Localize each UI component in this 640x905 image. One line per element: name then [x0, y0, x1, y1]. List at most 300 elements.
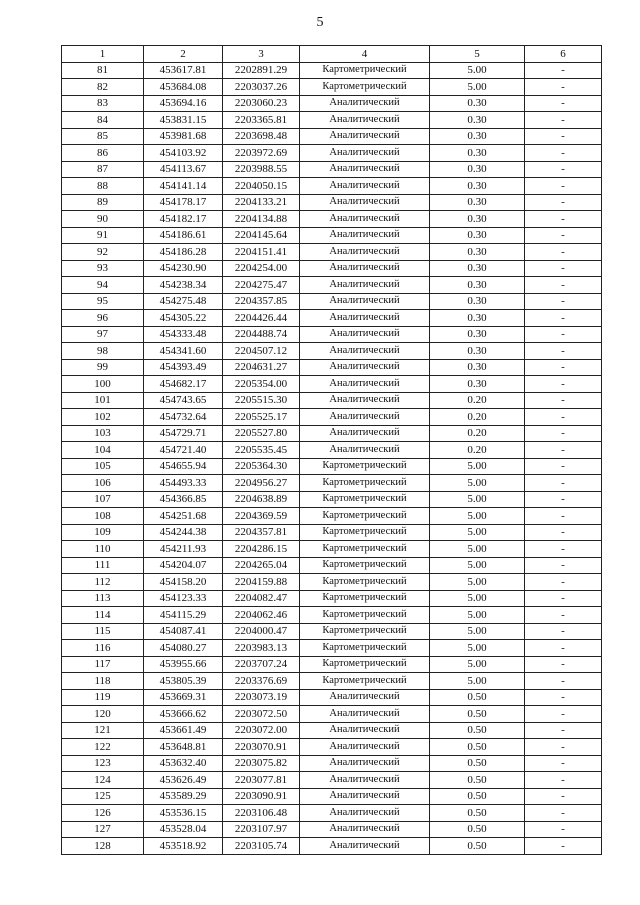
header-cell: 2: [144, 46, 223, 63]
note-cell: -: [525, 425, 602, 442]
note-cell: -: [525, 326, 602, 343]
y-coordinate-cell: 2204000.47: [223, 623, 300, 640]
table-row: [62, 79, 602, 96]
method-cell: Картометрический: [300, 574, 430, 591]
note-cell: -: [525, 442, 602, 459]
point-number-cell: 121: [62, 722, 144, 739]
method-cell: Аналитический: [300, 293, 430, 310]
x-coordinate-cell: 454275.48: [144, 293, 223, 310]
precision-cell: 0.50: [430, 739, 525, 756]
point-number-cell: 108: [62, 508, 144, 525]
method-cell: Аналитический: [300, 772, 430, 789]
x-coordinate-cell: 454186.61: [144, 227, 223, 244]
y-coordinate-cell: 2203060.23: [223, 95, 300, 112]
table-row: [62, 376, 602, 393]
precision-cell: 5.00: [430, 475, 525, 492]
table-row: [62, 227, 602, 244]
y-coordinate-cell: 2203106.48: [223, 805, 300, 822]
note-cell: -: [525, 112, 602, 129]
precision-cell: 5.00: [430, 656, 525, 673]
y-coordinate-cell: 2205535.45: [223, 442, 300, 459]
precision-cell: 0.30: [430, 227, 525, 244]
method-cell: Аналитический: [300, 211, 430, 228]
note-cell: -: [525, 838, 602, 855]
table-row: [62, 277, 602, 294]
note-cell: -: [525, 722, 602, 739]
precision-cell: 0.20: [430, 425, 525, 442]
note-cell: -: [525, 161, 602, 178]
precision-cell: 0.30: [430, 293, 525, 310]
y-coordinate-cell: 2204133.21: [223, 194, 300, 211]
x-coordinate-cell: 453589.29: [144, 788, 223, 805]
table-row: [62, 508, 602, 525]
note-cell: -: [525, 260, 602, 277]
x-coordinate-cell: 453661.49: [144, 722, 223, 739]
table-row: [62, 557, 602, 574]
method-cell: Аналитический: [300, 112, 430, 129]
note-cell: -: [525, 689, 602, 706]
point-number-cell: 84: [62, 112, 144, 129]
point-number-cell: 88: [62, 178, 144, 195]
method-cell: Аналитический: [300, 95, 430, 112]
precision-cell: 5.00: [430, 590, 525, 607]
method-cell: Аналитический: [300, 788, 430, 805]
point-number-cell: 99: [62, 359, 144, 376]
point-number-cell: 127: [62, 821, 144, 838]
point-number-cell: 125: [62, 788, 144, 805]
table-row: [62, 458, 602, 475]
x-coordinate-cell: 454366.85: [144, 491, 223, 508]
y-coordinate-cell: 2204062.46: [223, 607, 300, 624]
y-coordinate-cell: 2204050.15: [223, 178, 300, 195]
note-cell: -: [525, 590, 602, 607]
note-cell: -: [525, 310, 602, 327]
x-coordinate-cell: 453518.92: [144, 838, 223, 855]
point-number-cell: 92: [62, 244, 144, 261]
y-coordinate-cell: 2204357.81: [223, 524, 300, 541]
point-number-cell: 93: [62, 260, 144, 277]
note-cell: -: [525, 244, 602, 261]
point-number-cell: 86: [62, 145, 144, 162]
table-row: [62, 194, 602, 211]
header-cell: 5: [430, 46, 525, 63]
table-row: [62, 62, 602, 79]
y-coordinate-cell: 2205525.17: [223, 409, 300, 426]
method-cell: Картометрический: [300, 623, 430, 640]
point-number-cell: 101: [62, 392, 144, 409]
y-coordinate-cell: 2204631.27: [223, 359, 300, 376]
precision-cell: 5.00: [430, 640, 525, 657]
method-cell: Аналитический: [300, 244, 430, 261]
x-coordinate-cell: 453981.68: [144, 128, 223, 145]
point-number-cell: 124: [62, 772, 144, 789]
x-coordinate-cell: 453632.40: [144, 755, 223, 772]
y-coordinate-cell: 2203105.74: [223, 838, 300, 855]
x-coordinate-cell: 454238.34: [144, 277, 223, 294]
method-cell: Аналитический: [300, 376, 430, 393]
x-coordinate-cell: 453648.81: [144, 739, 223, 756]
precision-cell: 5.00: [430, 673, 525, 690]
point-number-cell: 82: [62, 79, 144, 96]
y-coordinate-cell: 2204159.88: [223, 574, 300, 591]
table-row: [62, 574, 602, 591]
y-coordinate-cell: 2203376.69: [223, 673, 300, 690]
x-coordinate-cell: 453528.04: [144, 821, 223, 838]
point-number-cell: 123: [62, 755, 144, 772]
method-cell: Аналитический: [300, 755, 430, 772]
point-number-cell: 97: [62, 326, 144, 343]
x-coordinate-cell: 454655.94: [144, 458, 223, 475]
precision-cell: 0.30: [430, 277, 525, 294]
note-cell: -: [525, 788, 602, 805]
method-cell: Аналитический: [300, 343, 430, 360]
precision-cell: 0.50: [430, 772, 525, 789]
y-coordinate-cell: 2203988.55: [223, 161, 300, 178]
point-number-cell: 120: [62, 706, 144, 723]
y-coordinate-cell: 2204134.88: [223, 211, 300, 228]
precision-cell: 5.00: [430, 623, 525, 640]
x-coordinate-cell: 454186.28: [144, 244, 223, 261]
y-coordinate-cell: 2203090.91: [223, 788, 300, 805]
table-row: [62, 739, 602, 756]
note-cell: -: [525, 343, 602, 360]
precision-cell: 0.30: [430, 145, 525, 162]
method-cell: Картометрический: [300, 475, 430, 492]
x-coordinate-cell: 454115.29: [144, 607, 223, 624]
table-row: [62, 838, 602, 855]
point-number-cell: 83: [62, 95, 144, 112]
table-row: [62, 326, 602, 343]
method-cell: Картометрический: [300, 458, 430, 475]
x-coordinate-cell: 454103.92: [144, 145, 223, 162]
method-cell: Картометрический: [300, 491, 430, 508]
y-coordinate-cell: 2203983.13: [223, 640, 300, 657]
table-row: [62, 178, 602, 195]
table-row: [62, 211, 602, 228]
method-cell: Аналитический: [300, 425, 430, 442]
precision-cell: 0.30: [430, 112, 525, 129]
precision-cell: 0.50: [430, 722, 525, 739]
table-row: [62, 442, 602, 459]
x-coordinate-cell: 453617.81: [144, 62, 223, 79]
precision-cell: 0.30: [430, 359, 525, 376]
method-cell: Аналитический: [300, 689, 430, 706]
point-number-cell: 89: [62, 194, 144, 211]
note-cell: -: [525, 227, 602, 244]
point-number-cell: 102: [62, 409, 144, 426]
y-coordinate-cell: 2204275.47: [223, 277, 300, 294]
note-cell: -: [525, 557, 602, 574]
method-cell: Аналитический: [300, 838, 430, 855]
table-row: [62, 475, 602, 492]
x-coordinate-cell: 453684.08: [144, 79, 223, 96]
note-cell: -: [525, 821, 602, 838]
point-number-cell: 106: [62, 475, 144, 492]
x-coordinate-cell: 453805.39: [144, 673, 223, 690]
table-row: [62, 392, 602, 409]
y-coordinate-cell: 2204082.47: [223, 590, 300, 607]
method-cell: Аналитический: [300, 260, 430, 277]
x-coordinate-cell: 454244.38: [144, 524, 223, 541]
point-number-cell: 90: [62, 211, 144, 228]
note-cell: -: [525, 475, 602, 492]
y-coordinate-cell: 2204357.85: [223, 293, 300, 310]
y-coordinate-cell: 2204507.12: [223, 343, 300, 360]
note-cell: -: [525, 772, 602, 789]
precision-cell: 0.30: [430, 310, 525, 327]
y-coordinate-cell: 2204286.15: [223, 541, 300, 558]
y-coordinate-cell: 2203698.48: [223, 128, 300, 145]
note-cell: -: [525, 524, 602, 541]
method-cell: Аналитический: [300, 145, 430, 162]
method-cell: Аналитический: [300, 805, 430, 822]
point-number-cell: 117: [62, 656, 144, 673]
header-cell: 6: [525, 46, 602, 63]
precision-cell: 0.30: [430, 376, 525, 393]
table-row: [62, 161, 602, 178]
table-row: [62, 359, 602, 376]
x-coordinate-cell: 454333.48: [144, 326, 223, 343]
point-number-cell: 119: [62, 689, 144, 706]
precision-cell: 0.50: [430, 821, 525, 838]
x-coordinate-cell: 454743.65: [144, 392, 223, 409]
y-coordinate-cell: 2204369.59: [223, 508, 300, 525]
method-cell: Аналитический: [300, 128, 430, 145]
point-number-cell: 87: [62, 161, 144, 178]
y-coordinate-cell: 2205354.00: [223, 376, 300, 393]
precision-cell: 0.50: [430, 788, 525, 805]
y-coordinate-cell: 2203365.81: [223, 112, 300, 129]
point-number-cell: 91: [62, 227, 144, 244]
x-coordinate-cell: 453666.62: [144, 706, 223, 723]
method-cell: Аналитический: [300, 326, 430, 343]
method-cell: Аналитический: [300, 359, 430, 376]
x-coordinate-cell: 453955.66: [144, 656, 223, 673]
x-coordinate-cell: 453536.15: [144, 805, 223, 822]
table-row: [62, 128, 602, 145]
y-coordinate-cell: 2203107.97: [223, 821, 300, 838]
method-cell: Аналитический: [300, 161, 430, 178]
point-number-cell: 100: [62, 376, 144, 393]
point-number-cell: 116: [62, 640, 144, 657]
note-cell: -: [525, 541, 602, 558]
x-coordinate-cell: 453831.15: [144, 112, 223, 129]
precision-cell: 0.30: [430, 194, 525, 211]
note-cell: -: [525, 491, 602, 508]
note-cell: -: [525, 739, 602, 756]
precision-cell: 5.00: [430, 458, 525, 475]
point-number-cell: 114: [62, 607, 144, 624]
precision-cell: 0.30: [430, 95, 525, 112]
x-coordinate-cell: 454211.93: [144, 541, 223, 558]
x-coordinate-cell: 453694.16: [144, 95, 223, 112]
precision-cell: 5.00: [430, 557, 525, 574]
point-number-cell: 81: [62, 62, 144, 79]
table-row: [62, 722, 602, 739]
table-row: [62, 821, 602, 838]
note-cell: -: [525, 194, 602, 211]
point-number-cell: 107: [62, 491, 144, 508]
note-cell: -: [525, 128, 602, 145]
precision-cell: 5.00: [430, 607, 525, 624]
point-number-cell: 111: [62, 557, 144, 574]
point-number-cell: 122: [62, 739, 144, 756]
x-coordinate-cell: 453669.31: [144, 689, 223, 706]
header-cell: 3: [223, 46, 300, 63]
table-row: [62, 755, 602, 772]
table-row: [62, 541, 602, 558]
y-coordinate-cell: 2204151.41: [223, 244, 300, 261]
note-cell: -: [525, 640, 602, 657]
table-row: [62, 640, 602, 657]
precision-cell: 0.30: [430, 326, 525, 343]
method-cell: Аналитический: [300, 706, 430, 723]
x-coordinate-cell: 454721.40: [144, 442, 223, 459]
precision-cell: 5.00: [430, 491, 525, 508]
x-coordinate-cell: 453626.49: [144, 772, 223, 789]
x-coordinate-cell: 454182.17: [144, 211, 223, 228]
note-cell: -: [525, 656, 602, 673]
y-coordinate-cell: 2203077.81: [223, 772, 300, 789]
table-row: [62, 673, 602, 690]
y-coordinate-cell: 2205515.30: [223, 392, 300, 409]
table-row: [62, 689, 602, 706]
x-coordinate-cell: 454087.41: [144, 623, 223, 640]
table-row: [62, 145, 602, 162]
note-cell: -: [525, 359, 602, 376]
point-number-cell: 118: [62, 673, 144, 690]
method-cell: Картометрический: [300, 508, 430, 525]
method-cell: Аналитический: [300, 821, 430, 838]
y-coordinate-cell: 2203707.24: [223, 656, 300, 673]
x-coordinate-cell: 454178.17: [144, 194, 223, 211]
point-number-cell: 115: [62, 623, 144, 640]
table-header-row: [62, 46, 602, 63]
table-row: [62, 95, 602, 112]
point-number-cell: 104: [62, 442, 144, 459]
note-cell: -: [525, 623, 602, 640]
table-body: [62, 46, 602, 855]
table-row: [62, 293, 602, 310]
point-number-cell: 112: [62, 574, 144, 591]
note-cell: -: [525, 607, 602, 624]
x-coordinate-cell: 454341.60: [144, 343, 223, 360]
y-coordinate-cell: 2204254.00: [223, 260, 300, 277]
x-coordinate-cell: 454732.64: [144, 409, 223, 426]
method-cell: Картометрический: [300, 524, 430, 541]
precision-cell: 0.30: [430, 211, 525, 228]
y-coordinate-cell: 2205364.30: [223, 458, 300, 475]
method-cell: Аналитический: [300, 310, 430, 327]
precision-cell: 0.20: [430, 442, 525, 459]
table-row: [62, 805, 602, 822]
method-cell: Аналитический: [300, 409, 430, 426]
note-cell: -: [525, 145, 602, 162]
note-cell: -: [525, 755, 602, 772]
table-row: [62, 788, 602, 805]
table-row: [62, 310, 602, 327]
y-coordinate-cell: 2203073.19: [223, 689, 300, 706]
note-cell: -: [525, 277, 602, 294]
precision-cell: 0.50: [430, 689, 525, 706]
method-cell: Картометрический: [300, 640, 430, 657]
y-coordinate-cell: 2203072.50: [223, 706, 300, 723]
note-cell: -: [525, 178, 602, 195]
precision-cell: 0.30: [430, 161, 525, 178]
precision-cell: 5.00: [430, 62, 525, 79]
precision-cell: 0.20: [430, 409, 525, 426]
note-cell: -: [525, 706, 602, 723]
precision-cell: 0.20: [430, 392, 525, 409]
table-row: [62, 491, 602, 508]
precision-cell: 0.30: [430, 244, 525, 261]
precision-cell: 0.30: [430, 343, 525, 360]
x-coordinate-cell: 454123.33: [144, 590, 223, 607]
method-cell: Картометрический: [300, 656, 430, 673]
precision-cell: 5.00: [430, 574, 525, 591]
precision-cell: 0.50: [430, 805, 525, 822]
x-coordinate-cell: 454080.27: [144, 640, 223, 657]
note-cell: -: [525, 409, 602, 426]
point-number-cell: 94: [62, 277, 144, 294]
point-number-cell: 95: [62, 293, 144, 310]
header-cell: 1: [62, 46, 144, 63]
y-coordinate-cell: 2204956.27: [223, 475, 300, 492]
table-row: [62, 772, 602, 789]
table-row: [62, 623, 602, 640]
table-row: [62, 343, 602, 360]
note-cell: -: [525, 392, 602, 409]
method-cell: Картометрический: [300, 557, 430, 574]
table-row: [62, 607, 602, 624]
point-number-cell: 128: [62, 838, 144, 855]
y-coordinate-cell: 2203037.26: [223, 79, 300, 96]
note-cell: -: [525, 508, 602, 525]
note-cell: -: [525, 293, 602, 310]
table-row: [62, 706, 602, 723]
y-coordinate-cell: 2203070.91: [223, 739, 300, 756]
table-row: [62, 260, 602, 277]
precision-cell: 0.50: [430, 706, 525, 723]
point-number-cell: 103: [62, 425, 144, 442]
page-number: 5: [316, 15, 324, 30]
note-cell: -: [525, 673, 602, 690]
point-number-cell: 110: [62, 541, 144, 558]
y-coordinate-cell: 2204145.64: [223, 227, 300, 244]
y-coordinate-cell: 2204638.89: [223, 491, 300, 508]
x-coordinate-cell: 454393.49: [144, 359, 223, 376]
method-cell: Аналитический: [300, 442, 430, 459]
y-coordinate-cell: 2202891.29: [223, 62, 300, 79]
method-cell: Картометрический: [300, 79, 430, 96]
point-number-cell: 113: [62, 590, 144, 607]
precision-cell: 0.30: [430, 128, 525, 145]
method-cell: Картометрический: [300, 62, 430, 79]
method-cell: Картометрический: [300, 673, 430, 690]
x-coordinate-cell: 454305.22: [144, 310, 223, 327]
x-coordinate-cell: 454729.71: [144, 425, 223, 442]
table-row: [62, 656, 602, 673]
y-coordinate-cell: 2203075.82: [223, 755, 300, 772]
note-cell: -: [525, 211, 602, 228]
y-coordinate-cell: 2204265.04: [223, 557, 300, 574]
y-coordinate-cell: 2204426.44: [223, 310, 300, 327]
y-coordinate-cell: 2203972.69: [223, 145, 300, 162]
point-number-cell: 98: [62, 343, 144, 360]
table-row: [62, 244, 602, 261]
table-row: [62, 112, 602, 129]
method-cell: Аналитический: [300, 227, 430, 244]
